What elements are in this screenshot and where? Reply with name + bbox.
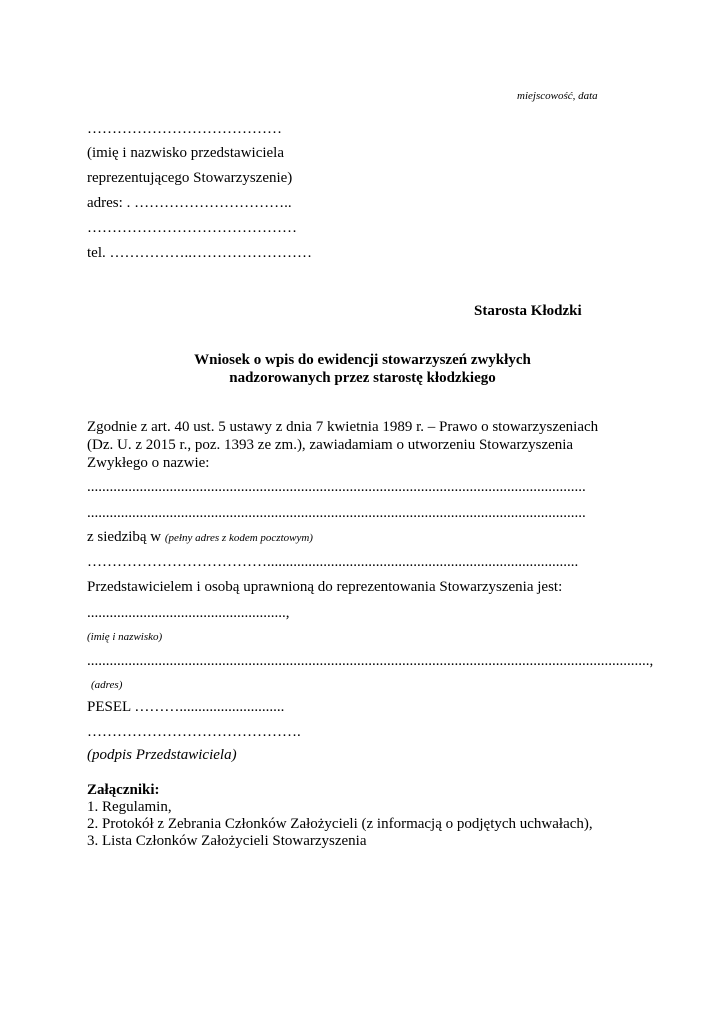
seat-hint: (pełny adres z kodem pocztowym) [164,532,313,544]
intro-line-2: (Dz. U. z 2015 r., poz. 1393 ze zm.), zawiadamiam o utworzeniu Stowarzyszenia [87,437,574,453]
seat-line [87,528,313,547]
sender-phone: tel. ……………..…………………… [87,245,312,261]
rep-name-hint: (imię i nazwisko) [87,631,163,643]
sender-address-cont: …………………………………… [87,220,297,236]
intro-line-1: Zgodnie z art. 40 ust. 5 ustawy z dnia 7 kwietnia 1989 r. – Prawo o stowarzyszeniach [87,419,599,435]
document-title-line1: Wniosek o wpis do ewidencji stowarzyszeń zwykłych [194,352,531,368]
pesel-line: PESEL ………............................ [87,699,285,715]
seat-dots: ………………………………................................................................................... [87,554,579,570]
attachment-item: 2. Protokół z Zebrania Członków Założycieli (z informacją o podjętych uchwałach), [87,816,593,832]
rep-address-dots: ......................................................................................................................................................, [87,653,654,669]
rep-name-dots: ....................................................., [87,605,290,621]
attachments-heading: Załączniki: [87,782,160,798]
sender-address: adres: . ………………………….. [87,195,292,211]
place-date-label: miejscowość, data [517,90,598,102]
sender-name-hint-1: (imię i nazwisko przedstawiciela [87,145,285,161]
sender-name-hint-2: reprezentującego Stowarzyszenie) [87,170,293,186]
recipient: Starosta Kłodzki [474,303,582,319]
seat-label: z siedzibą w [87,529,162,545]
document-title-line2: nadzorowanych przez starostę kłodzkiego [229,370,496,386]
association-name-dots-2: ..................................................................................................................................... [87,505,586,521]
representative-text: Przedstawicielem i osobą uprawnioną do reprezentowania Stowarzyszenia jest: [87,579,563,595]
attachment-item: 1. Regulamin, [87,799,172,815]
signature-hint: (podpis Przedstawiciela) [87,747,237,763]
signature-dots: ……………………………………. [87,724,301,740]
association-name-dots-1: ..................................................................................................................................... [87,479,586,495]
intro-line-3: Zwykłego o nazwie: [87,455,210,471]
sender-name-dots: ………………………………… [87,121,282,137]
rep-address-hint: (adres) [91,679,123,691]
attachment-item: 3. Lista Członków Założycieli Stowarzyszenia [87,833,367,849]
